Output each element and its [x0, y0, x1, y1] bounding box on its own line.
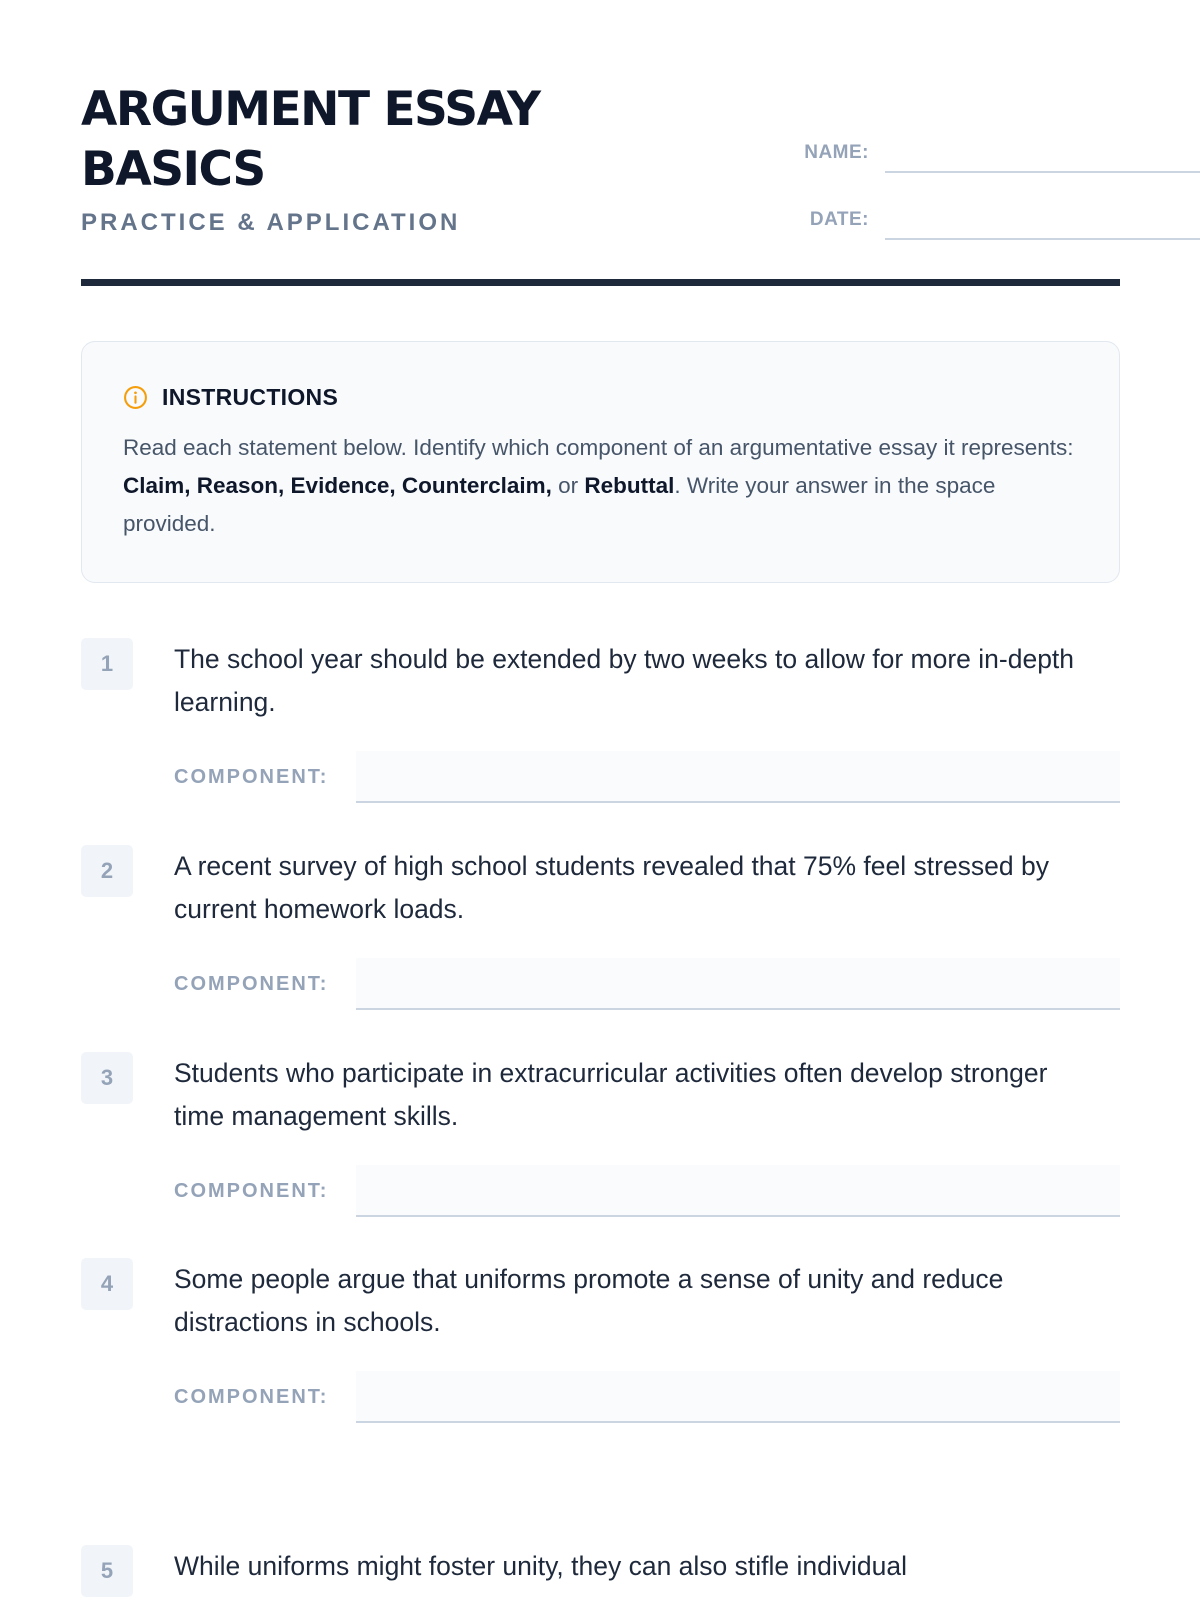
question-text: Some people argue that uniforms promote a sense of unity and reduce distractions in schools. [174, 1264, 1004, 1337]
name-field[interactable] [885, 171, 1200, 173]
instructions-heading [123, 384, 338, 411]
question-text: The school year should be extended by two weeks to allow for more in-depth learning. [174, 644, 1075, 717]
page-subtitle: PRACTICE & APPLICATION [81, 209, 461, 236]
question-text: While uniforms might foster unity, they can also stifle individual [174, 1551, 907, 1581]
page-title: ARGUMENT ESSAY BASICS [81, 82, 540, 197]
component-label: COMPONENT: [174, 1386, 329, 1408]
component-answer-field[interactable] [356, 1371, 1120, 1423]
name-label: NAME: [804, 142, 869, 163]
question-number: 5 [81, 1545, 133, 1597]
component-answer-field[interactable] [356, 958, 1120, 1010]
info-circle-icon [123, 385, 148, 410]
date-field[interactable] [885, 238, 1200, 240]
instructions-title: INSTRUCTIONS [162, 384, 339, 410]
question-text: A recent survey of high school students revealed that 75% feel stressed by current homework loads. [174, 851, 1050, 924]
rebuttal-term: Rebuttal [584, 473, 675, 498]
question-number: 3 [81, 1052, 133, 1104]
component-answer-field[interactable] [356, 1165, 1120, 1217]
question-text: Students who participate in extracurricular activities often develop stronger time management skills. [174, 1058, 1048, 1131]
component-label: COMPONENT: [174, 766, 329, 788]
header-divider [81, 279, 1120, 286]
question-number: 2 [81, 845, 133, 897]
question-number: 4 [81, 1258, 133, 1310]
components-list: Claim, Reason, Evidence, Counterclaim, [123, 473, 552, 498]
component-label: COMPONENT: [174, 973, 329, 995]
question-number: 1 [81, 638, 133, 690]
worksheet-page [81, 0, 1120, 1600]
component-label: COMPONENT: [174, 1180, 329, 1202]
instructions-box [81, 341, 1120, 583]
component-answer-field[interactable] [356, 751, 1120, 803]
instructions-text: Read each statement below. Identify which component of an argumentative essay it represents: Claim, Reason, Evidence, Counterclaim, or Rebuttal. Write your answer in the space provided. [123, 435, 1074, 536]
date-label: DATE: [809, 209, 869, 230]
